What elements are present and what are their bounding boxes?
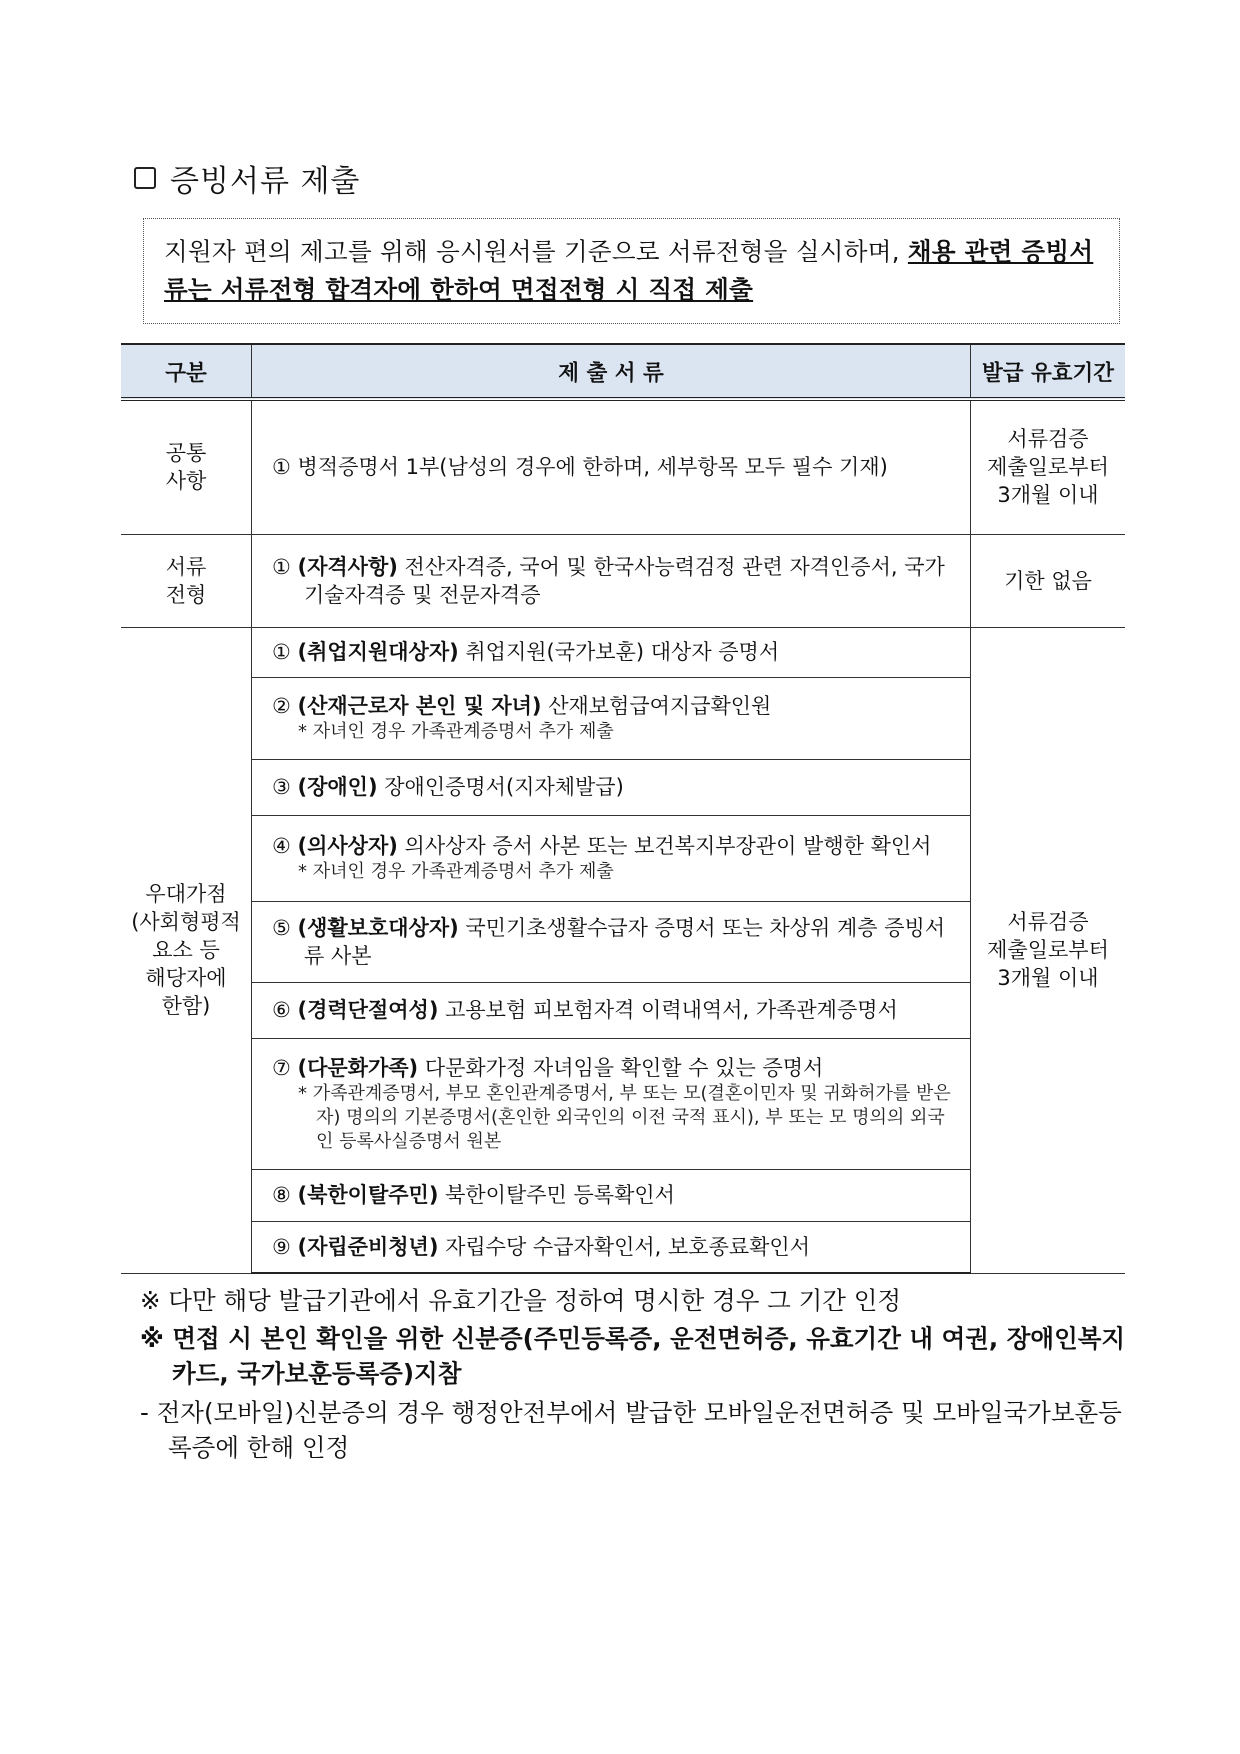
- preference-note-2: * 자녀인 경우 가족관계증명서 추가 제출: [298, 721, 614, 742]
- preference-item-8: ⑧ (북한이탈주민) 북한이탈주민 등록확인서: [252, 1169, 971, 1221]
- checkbox-icon: [134, 167, 156, 189]
- documents-table: [121, 343, 1125, 1274]
- table-row-common: [121, 399, 1125, 534]
- category-preference: 우대가점 (사회형평적 요소 등 해당자에 한함): [121, 627, 252, 1273]
- preference-item-5: ⑤ (생활보호대상자) 국민기초생활수급자 증명서 또는 차상위 계층 증빙서류 사본: [252, 901, 971, 982]
- table-row-preference-1: [121, 627, 1125, 677]
- common-item: ① 병적증명서 1부(남성의 경우에 한하며, 세부항목 모두 필수 기재): [252, 399, 971, 534]
- preference-item-6: ⑥ (경력단절여성) 고용보험 피보험자격 이력내역서, 가족관계증명서: [252, 982, 971, 1038]
- section-title-text: 증빙서류 제출: [170, 164, 361, 199]
- table-header-row: [121, 344, 1125, 399]
- note-id-required: ※ 면접 시 본인 확인을 위한 신분증(주민등록증, 운전면허증, 유효기간 내 여권, 장애인복지카드, 국가보훈등록증)지참: [140, 1324, 1126, 1388]
- validity-common: 서류검증 제출일로부터 3개월 이내: [971, 399, 1126, 534]
- section-title: [134, 156, 360, 200]
- notice-emphasis-text: 채용 관련 증빙서류는 서류전형 합격자에 한하여 면접전형 시 직접 제출: [164, 237, 1094, 304]
- note-validity-exception: ※ 다만 해당 발급기관에서 유효기간을 정하여 명시한 경우 그 기간 인정: [140, 1286, 902, 1315]
- table-row-screening: [121, 534, 1125, 627]
- validity-preference: 서류검증 제출일로부터 3개월 이내: [971, 627, 1126, 1273]
- preference-item-7: ⑦ (다문화가족) 다문화가정 자녀임을 확인할 수 있는 증명서 * 가족관계증명서, 부모 혼인관계증명서, 부 또는 모(결혼이민자 및 귀화허가를 받은 자) 명의의 기본증명서(혼인한 외국인의 이전 국적 표시), 부 또는 모 명의의 외국인 등록사실증명서 원본: [252, 1038, 971, 1169]
- notice-plain-text: 지원자 편의 제고를 위해 응시원서를 기준으로 서류전형을 실시하며,: [164, 237, 908, 266]
- header-documents: 제 출 서 류: [252, 344, 971, 399]
- screening-bold: (자격사항): [297, 554, 398, 579]
- validity-screening: 기한 없음: [971, 534, 1126, 627]
- category-common: 공통 사항: [121, 399, 252, 534]
- preference-item-4: ④ (의사상자) 의사상자 증서 사본 또는 보건복지부장관이 발행한 확인서 * 자녀인 경우 가족관계증명서 추가 제출: [252, 815, 971, 901]
- notice-box: [143, 218, 1120, 324]
- header-category: 구분: [121, 344, 252, 399]
- header-validity: 발급 유효기간: [971, 344, 1126, 399]
- preference-note-7: * 가족관계증명서, 부모 혼인관계증명서, 부 또는 모(결혼이민자 및 귀화허가를 받은 자) 명의의 기본증명서(혼인한 외국인의 이전 국적 표시), 부 또는 모 명의의 외국인 등록사실증명서 원본: [298, 1082, 951, 1152]
- preference-note-4: * 자녀인 경우 가족관계증명서 추가 제출: [298, 861, 614, 882]
- preference-item-3: ③ (장애인) 장애인증명서(지자체발급): [252, 759, 971, 815]
- screening-text: 전산자격증, 국어 및 한국사능력검정 관련 자격인증서, 국가기술자격증 및 전문자격증: [304, 554, 945, 607]
- category-screening: 서류 전형: [121, 534, 252, 627]
- preference-item-1: ① (취업지원대상자) 취업지원(국가보훈) 대상자 증명서: [252, 627, 971, 677]
- notes-section: [140, 1283, 1130, 1465]
- preference-item-2: ② (산재근로자 본인 및 자녀) 산재보험급여지급확인원 * 자녀인 경우 가족관계증명서 추가 제출: [252, 677, 971, 759]
- preference-item-9: ⑨ (자립준비청년) 자립수당 수급자확인서, 보호종료확인서: [252, 1221, 971, 1273]
- screening-num: ①: [272, 554, 291, 579]
- note-mobile-id: - 전자(모바일)신분증의 경우 행정안전부에서 발급한 모바일운전면허증 및 모바일국가보훈등록증에 한해 인정: [140, 1398, 1122, 1462]
- screening-item: [252, 534, 971, 627]
